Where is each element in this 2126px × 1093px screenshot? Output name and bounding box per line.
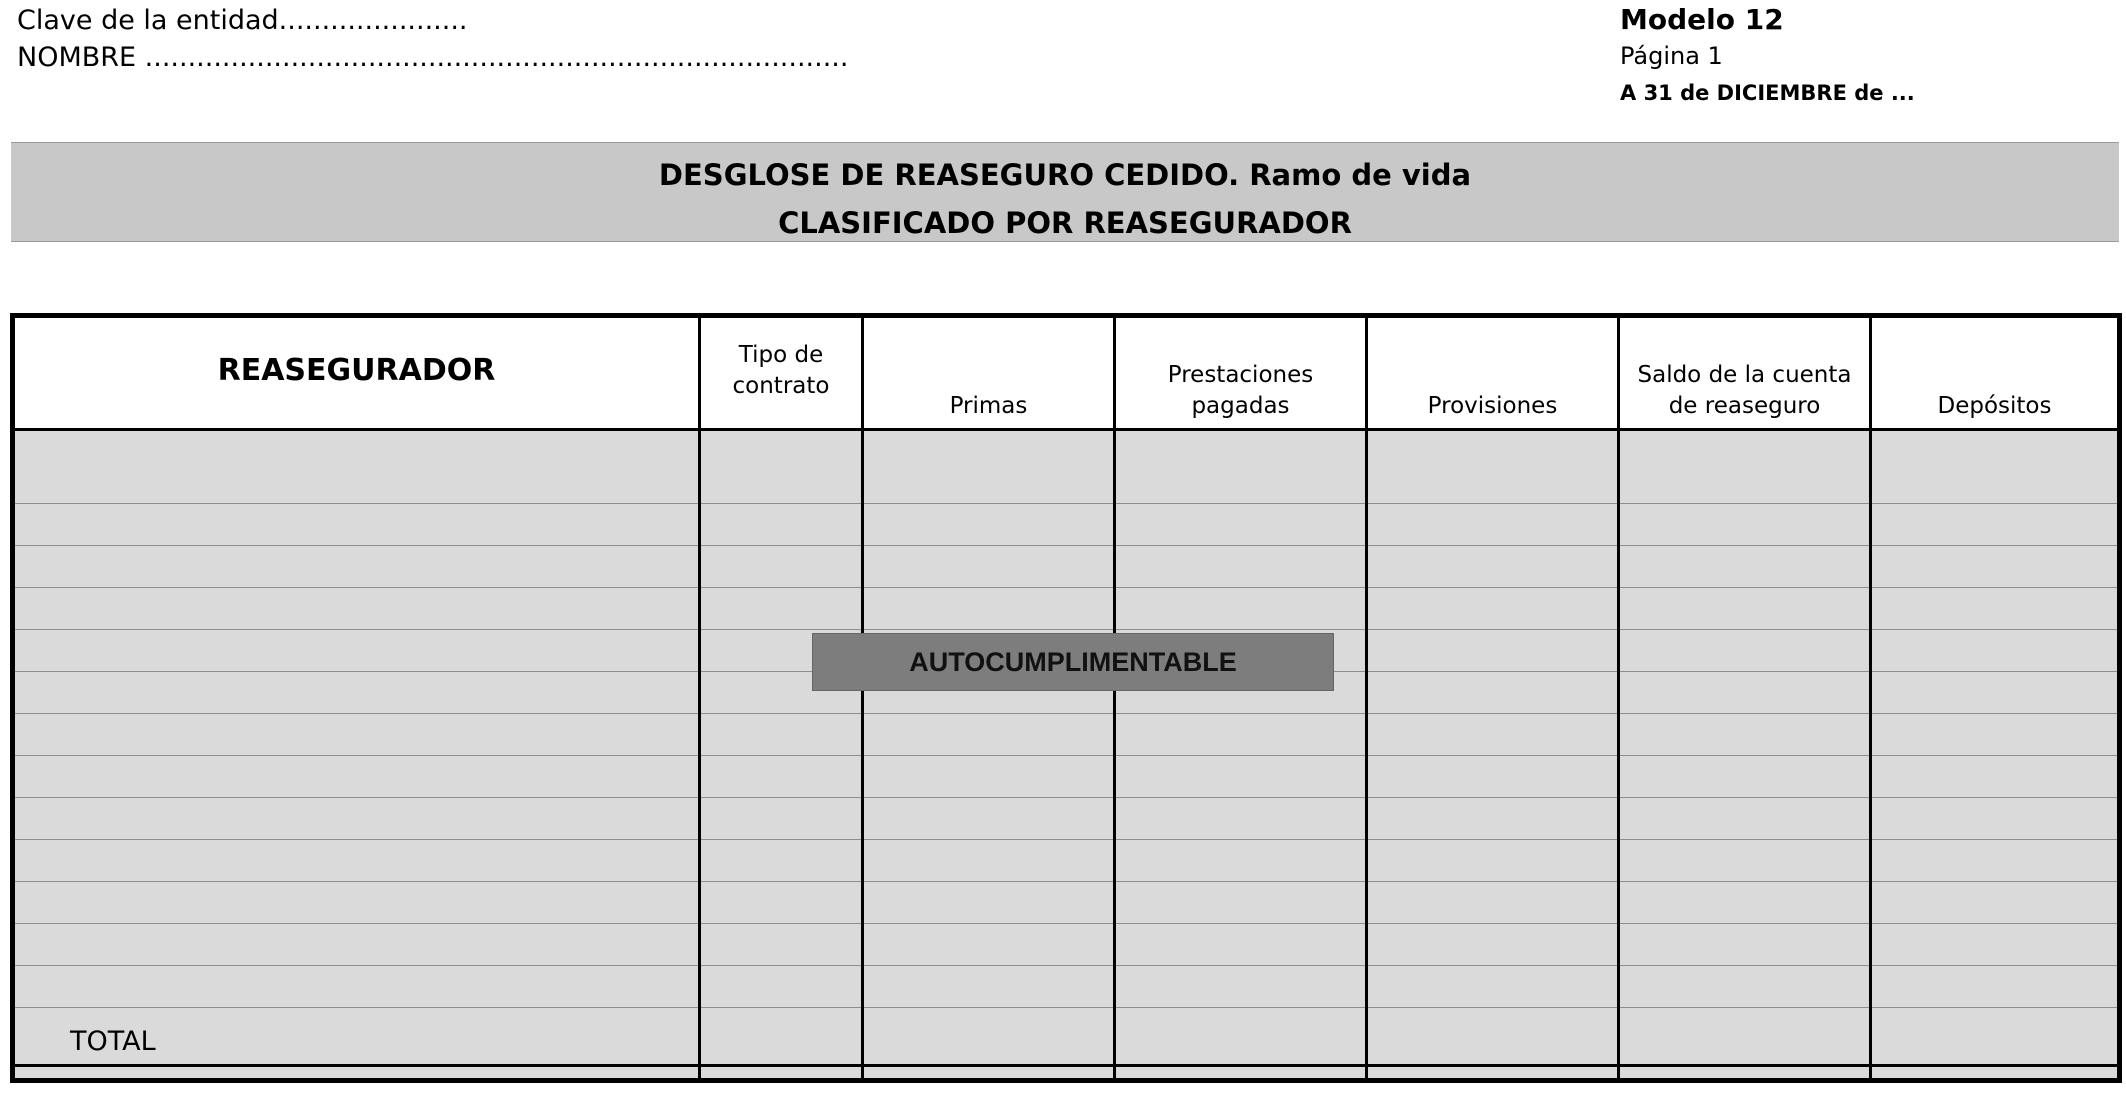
table-header [15,318,2117,431]
title-banner [11,142,2119,242]
column-divider [1113,318,1116,1078]
title-line-2: CLASIFICADO POR REASEGURADOR [778,206,1352,240]
row-divider [15,713,2117,714]
col-header-primas: Primas [949,393,1028,419]
row-divider [15,545,2117,546]
entity-header [17,2,848,76]
row-divider [15,797,2117,798]
column-divider [698,318,701,1078]
fecha-label: A 31 de DICIEMBRE de ... [1620,81,1915,105]
column-divider [1617,318,1620,1078]
pagina-label: Página 1 [1620,42,1723,70]
column-divider [861,318,864,1078]
row-divider [15,965,2117,966]
reaseguro-table [10,313,2122,1083]
row-divider [15,587,2117,588]
modelo-label: Modelo 12 [1620,3,1784,36]
total-divider [15,1064,2117,1067]
col-header-depositos: Depósitos [1937,393,2052,419]
row-divider [15,503,2117,504]
model-header [1620,2,1915,112]
col-header-tipo-contrato: Tipo de contrato [732,342,830,399]
col-header-prestaciones: Prestaciones pagadas [1167,362,1314,419]
table-body [15,431,2117,1078]
nombre: NOMBRE .................................................................................. [17,42,849,73]
row-divider [15,755,2117,756]
title-line-1: DESGLOSE DE REASEGURO CEDIDO. Ramo de vida [658,158,1472,192]
autocumplimentable-stamp: AUTOCUMPLIMENTABLE [812,633,1334,691]
column-divider [1365,318,1368,1078]
row-divider [15,839,2117,840]
row-divider [15,923,2117,924]
col-header-provisiones: Provisiones [1427,393,1558,419]
row-divider [15,881,2117,882]
clave-entidad: Clave de la entidad...................... [17,5,468,36]
col-header-reasegurador: REASEGURADOR [217,353,496,388]
column-divider [1869,318,1872,1078]
col-header-saldo: Saldo de la cuenta de reaseguro [1637,362,1852,419]
row-divider [15,629,2117,630]
total-label: TOTAL [70,1026,156,1057]
row-divider [15,1007,2117,1008]
